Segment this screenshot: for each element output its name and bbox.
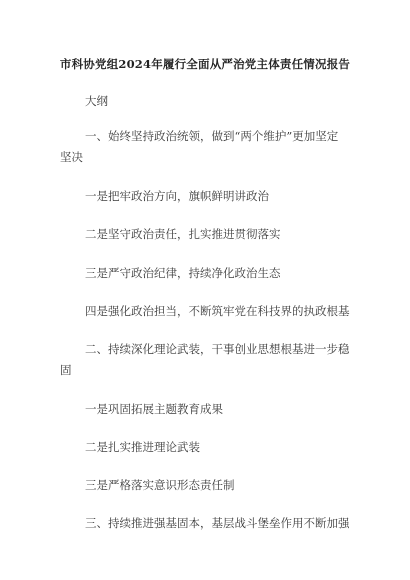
document-title: 市科协党组2024年履行全面从严治党主体责任情况报告 [59,57,351,71]
outline-item: 二是坚守政治责任，扎实推进贯彻落实 [85,227,281,241]
section-heading-2-continued: 固 [60,363,72,377]
outline-item: 四是强化政治担当，不断筑牢党在科技界的执政根基 [85,304,350,318]
outline-item: 一是把牢政治方向，旗帜鲜明讲政治 [85,189,269,203]
outline-item: 二是扎实推进理论武装 [85,440,200,454]
outline-item: 三是严格落实意识形态责任制 [85,478,235,492]
section-heading-2: 二、持续深化理论武装，干事创业思想根基进一步稳 [85,342,350,356]
section-heading-1-continued: 坚决 [60,150,83,164]
outline-item: 一是巩固拓展主题教育成果 [85,402,223,416]
section-heading-1: 一、始终坚持政治统领，做到“两个维护”更加坚定 [85,129,339,143]
section-heading-3: 三、持续推进强基固本，基层战斗堡垒作用不断加强 [85,516,350,530]
outline-label: 大纲 [85,94,108,108]
outline-item: 三是严守政治纪律，持续净化政治生态 [85,266,281,280]
